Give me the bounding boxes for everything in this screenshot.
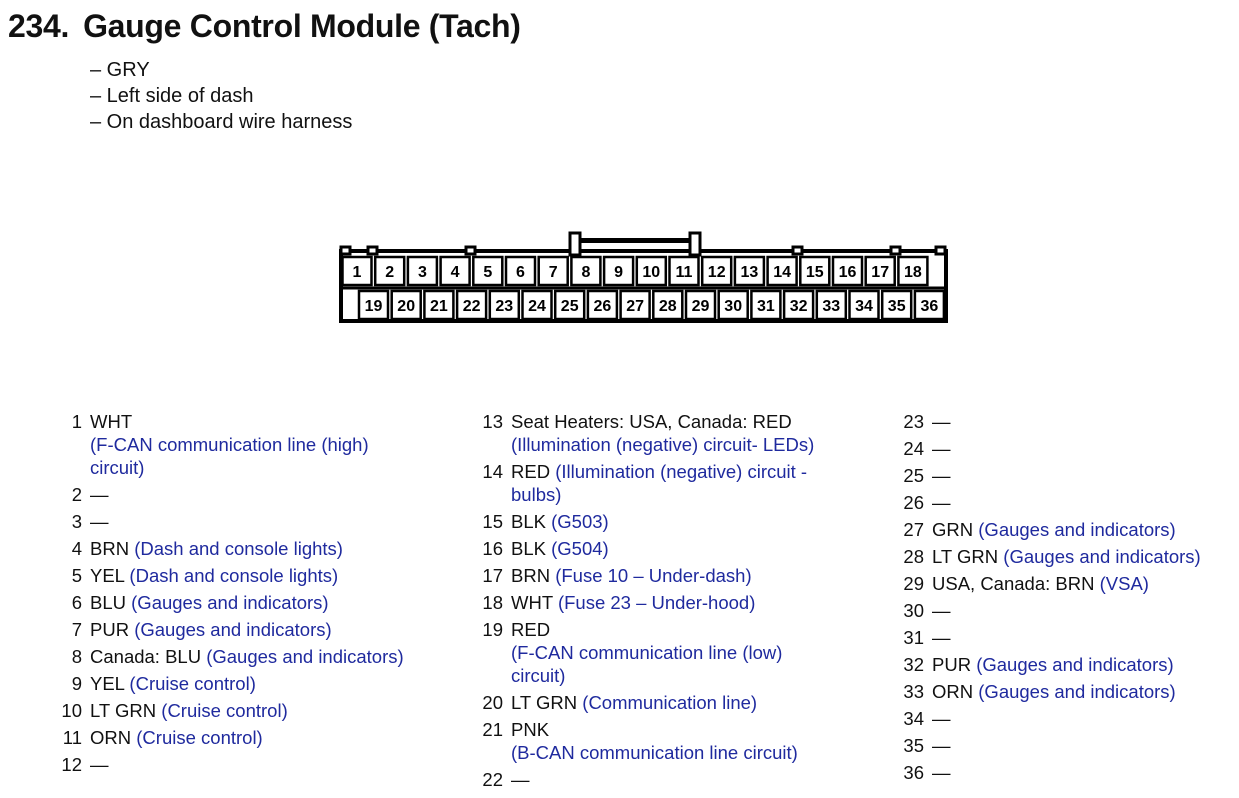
pin-number: 12 <box>61 754 82 775</box>
pin-list-column-2 <box>473 410 814 795</box>
pin-number: 22 <box>482 769 503 790</box>
circuit-description: circuit) <box>511 665 566 686</box>
circuit-description: (Cruise control) <box>129 673 256 694</box>
pin-number: 3 <box>71 511 82 532</box>
pin-entry-16 <box>473 537 814 560</box>
circuit-description: (Cruise control) <box>136 727 263 748</box>
pin-entry-12 <box>52 753 404 776</box>
pin-number: 7 <box>71 619 82 640</box>
pin-number: 6 <box>71 592 82 613</box>
wire-color: RED <box>511 619 551 640</box>
pin-label-5: 5 <box>483 264 493 281</box>
wire-color: — <box>932 762 951 783</box>
wire-color: WHT <box>90 411 133 432</box>
wire-color: PNK <box>511 719 550 740</box>
circuit-description: (Fuse 23 – Under-hood) <box>557 592 756 613</box>
pin-number: 5 <box>71 565 82 586</box>
pin-label-11: 11 <box>675 264 693 281</box>
pin-label-12: 12 <box>707 264 726 281</box>
pin-label-31: 31 <box>757 298 775 315</box>
pin-entry-18 <box>473 591 814 614</box>
pin-entry-3 <box>52 510 404 533</box>
pin-entry-17 <box>473 564 814 587</box>
wire-color: BRN <box>511 565 551 586</box>
pin-label-2: 2 <box>385 264 395 281</box>
pin-label-15: 15 <box>805 264 824 281</box>
pin-entry-25 <box>894 464 1201 487</box>
pin-entry-24 <box>894 437 1201 460</box>
pin-entry-1 <box>52 410 404 479</box>
wire-color: — <box>511 769 530 790</box>
wire-color: — <box>90 484 109 505</box>
pin-label-13: 13 <box>740 264 759 281</box>
pin-entry-13 <box>473 410 814 456</box>
pin-number: 26 <box>903 492 924 513</box>
pin-number: 27 <box>903 519 924 540</box>
pin-label-16: 16 <box>838 264 857 281</box>
pin-label-7: 7 <box>548 264 558 281</box>
pin-number: 34 <box>903 708 924 729</box>
circuit-description: (G503) <box>551 511 609 532</box>
pin-label-17: 17 <box>871 264 890 281</box>
pin-number: 23 <box>903 411 924 432</box>
pin-entry-11 <box>52 726 404 749</box>
detail-harness: – On dashboard wire harness <box>90 111 353 133</box>
wire-color: RED <box>511 461 551 482</box>
pin-number: 17 <box>482 565 503 586</box>
pin-entry-19 <box>473 618 814 687</box>
component-title: Gauge Control Module (Tach) <box>83 8 521 44</box>
pin-entry-20 <box>473 691 814 714</box>
pin-entry-33 <box>894 680 1201 703</box>
wire-color: — <box>932 438 951 459</box>
pin-label-6: 6 <box>516 264 525 281</box>
pin-entry-35 <box>894 734 1201 757</box>
circuit-description: (B-CAN communication line circuit) <box>511 742 798 763</box>
pin-entry-4 <box>52 537 404 560</box>
key-bump-5 <box>891 247 900 254</box>
wire-color: ORN <box>932 681 974 702</box>
pin-label-25: 25 <box>560 298 579 315</box>
pin-label-29: 29 <box>691 298 710 315</box>
circuit-description: (Dash and console lights) <box>134 538 343 559</box>
circuit-description: bulbs) <box>511 484 562 505</box>
pin-entry-21 <box>473 718 814 764</box>
key-bump-3 <box>466 247 475 254</box>
connector-diagram <box>336 226 952 326</box>
circuit-description: (F-CAN communication line (low) <box>511 642 783 663</box>
wire-color: YEL <box>90 673 125 694</box>
pin-entry-9 <box>52 672 404 695</box>
pin-label-27: 27 <box>626 298 644 315</box>
wire-color: GRN <box>932 519 974 540</box>
pin-entry-2 <box>52 483 404 506</box>
key-bump-1 <box>341 247 350 254</box>
pin-list-column-1 <box>52 410 404 780</box>
wire-color: LT GRN <box>932 546 999 567</box>
circuit-description: (Gauges and indicators) <box>978 519 1176 540</box>
circuit-description: (Illumination (negative) circuit- LEDs) <box>511 434 815 455</box>
pin-label-28: 28 <box>658 298 677 315</box>
wire-color: — <box>932 492 951 513</box>
wire-color: PUR <box>90 619 130 640</box>
pin-label-21: 21 <box>430 298 448 315</box>
pin-entry-32 <box>894 653 1201 676</box>
pin-entry-34 <box>894 707 1201 730</box>
pin-number: 20 <box>482 692 503 713</box>
lock-tab-left <box>570 233 580 255</box>
wire-color: — <box>932 465 951 486</box>
wire-color: BLU <box>90 592 126 613</box>
wire-color: ORN <box>90 727 132 748</box>
pin-entry-22 <box>473 768 814 791</box>
pin-entry-31 <box>894 626 1201 649</box>
pin-label-26: 26 <box>593 298 612 315</box>
pin-entry-36 <box>894 761 1201 784</box>
pin-number: 13 <box>482 411 503 432</box>
key-bump-4 <box>793 247 802 254</box>
page-title <box>8 8 521 45</box>
pin-label-4: 4 <box>450 264 460 281</box>
wire-color: LT GRN <box>90 700 157 721</box>
circuit-description: (F-CAN communication line (high) <box>90 434 369 455</box>
pin-entry-10 <box>52 699 404 722</box>
pin-number: 24 <box>903 438 924 459</box>
pin-list-column-3 <box>894 410 1201 788</box>
wire-color: USA, Canada: BRN <box>932 573 1095 594</box>
pin-entry-14 <box>473 460 814 506</box>
pin-number: 9 <box>71 673 82 694</box>
pin-entry-26 <box>894 491 1201 514</box>
wire-color: — <box>932 708 951 729</box>
wire-color: LT GRN <box>511 692 578 713</box>
pin-number: 11 <box>62 727 82 748</box>
pin-label-32: 32 <box>789 298 808 315</box>
wire-color: — <box>90 754 109 775</box>
pin-label-22: 22 <box>462 298 481 315</box>
wire-color: Canada: BLU <box>90 646 202 667</box>
pin-entry-5 <box>52 564 404 587</box>
wire-color: BLK <box>511 511 546 532</box>
pin-label-35: 35 <box>887 298 906 315</box>
pin-number: 10 <box>61 700 82 721</box>
pin-number: 14 <box>482 461 503 482</box>
pin-label-10: 10 <box>642 264 661 281</box>
pin-label-34: 34 <box>855 298 873 315</box>
circuit-description: (Fuse 10 – Under-dash) <box>555 565 752 586</box>
component-details <box>90 57 352 135</box>
wire-color: — <box>90 511 109 532</box>
pin-label-23: 23 <box>495 298 514 315</box>
pin-entry-27 <box>894 518 1201 541</box>
pin-number: 25 <box>903 465 924 486</box>
pin-label-19: 19 <box>364 298 383 315</box>
wire-color: — <box>932 627 951 648</box>
pin-number: 8 <box>71 646 82 667</box>
circuit-description: (G504) <box>551 538 609 559</box>
circuit-description: (Communication line) <box>582 692 758 713</box>
key-bump-2 <box>368 247 377 254</box>
pin-number: 31 <box>903 627 924 648</box>
pin-label-24: 24 <box>528 298 546 315</box>
component-number: 234. <box>8 8 70 44</box>
circuit-description: (Dash and console lights) <box>129 565 339 586</box>
circuit-description: circuit) <box>90 457 145 478</box>
pin-number: 15 <box>482 511 503 532</box>
pin-number: 2 <box>71 484 82 505</box>
lock-tab-right <box>690 233 700 255</box>
pin-entry-23 <box>894 410 1201 433</box>
wire-color: BLK <box>511 538 546 559</box>
circuit-description: (Gauges and indicators) <box>131 592 329 613</box>
wire-color: BRN <box>90 538 130 559</box>
pin-number: 16 <box>482 538 503 559</box>
pin-label-36: 36 <box>920 298 939 315</box>
pin-number: 30 <box>903 600 924 621</box>
lock-bar <box>580 238 690 243</box>
pin-entry-30 <box>894 599 1201 622</box>
pin-number: 35 <box>903 735 924 756</box>
pin-number: 33 <box>903 681 924 702</box>
wire-color: Seat Heaters: USA, Canada: RED <box>511 411 792 432</box>
pin-number: 18 <box>482 592 503 613</box>
pin-number: 4 <box>71 538 82 559</box>
circuit-description: (Cruise control) <box>161 700 288 721</box>
circuit-description: (Illumination (negative) circuit - <box>555 461 808 482</box>
pin-number: 21 <box>482 719 503 740</box>
pin-label-33: 33 <box>822 298 841 315</box>
pin-number: 28 <box>903 546 924 567</box>
circuit-description: (Gauges and indicators) <box>978 681 1176 702</box>
pin-number: 32 <box>903 654 924 675</box>
pin-label-3: 3 <box>417 264 427 281</box>
pin-label-20: 20 <box>397 298 416 315</box>
pin-entry-29 <box>894 572 1201 595</box>
pin-number: 36 <box>903 762 924 783</box>
pin-number: 19 <box>482 619 503 640</box>
circuit-description: (Gauges and indicators) <box>134 619 332 640</box>
detail-location: – Left side of dash <box>90 85 254 107</box>
pin-entry-15 <box>473 510 814 533</box>
wire-color: — <box>932 735 951 756</box>
wire-color: YEL <box>90 565 125 586</box>
pin-number: 1 <box>71 411 82 432</box>
pin-number: 29 <box>903 573 924 594</box>
pin-label-18: 18 <box>904 264 922 281</box>
pin-label-1: 1 <box>352 264 362 281</box>
pin-label-30: 30 <box>724 298 743 315</box>
pin-entry-6 <box>52 591 404 614</box>
pin-label-8: 8 <box>581 264 591 281</box>
pin-entry-8 <box>52 645 404 668</box>
wire-color: — <box>932 600 951 621</box>
circuit-description: (Gauges and indicators) <box>976 654 1174 675</box>
pin-label-14: 14 <box>773 264 791 281</box>
wire-color: PUR <box>932 654 972 675</box>
wire-color: WHT <box>511 592 553 613</box>
wire-color: — <box>932 411 951 432</box>
circuit-description: (VSA) <box>1099 573 1149 594</box>
pin-entry-28 <box>894 545 1201 568</box>
circuit-description: (Gauges and indicators) <box>1003 546 1201 567</box>
pin-label-9: 9 <box>614 264 624 281</box>
circuit-description: (Gauges and indicators) <box>206 646 404 667</box>
key-bump-6 <box>936 247 945 254</box>
pin-entry-7 <box>52 618 404 641</box>
detail-color: – GRY <box>90 59 150 81</box>
